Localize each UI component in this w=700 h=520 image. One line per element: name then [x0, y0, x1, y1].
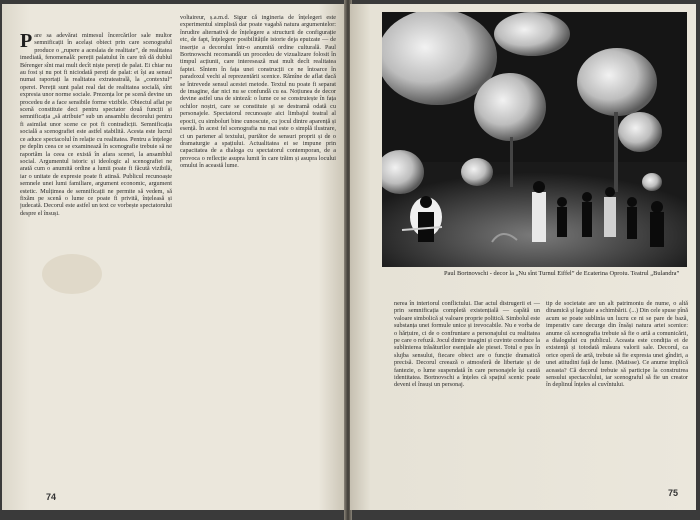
left-column-2-text: voltaireur, ș.a.m.d. Sigur că ingineria de înțelegeri este experimentul simplistă dar poate vagabă natura argumentelor: înrudire alternativă de înțelegere a structurii de configurație etc, de fapt, înțelegere posibilitățile istorie deja epuizate — de inserție a decorului într-o anumită ordine culturală. Paul Bortnowschi recomandă un procedeu de vizualizare folosit în timpul acțiunii, care interesează mai mult decît realitatea faptei. Sîntem în fața unei construcții ce ne întoarce în paradoxul vechi al reprezentării scenice. Rămîne de aflat dacă se întrevede sensul acestei metode. Textul nu poate fi separat de imagine, dar nici nu se confundă cu ea. Noțiunea de decor devine astfel una de sinteză: o lume ce se construiește în fața ochilor noștri, care se constituie și se destramă odată cu personajele. Spectatorul recunoaște aici limbajul teatral al epocii, cu simboluri bine cunoscute, cu jocul dintre aparență și esență. În acest fel scenografia nu mai este o simplă ilustrare, ci un partener al textului, purtător de sensuri proprii și de o dramaturgie a spațiului. Actualitatea ei se impune prin capacitatea de a dialoga cu spectatorul contemporan, de a provoca o reflecție asupra lumii în care trăim și asupra locului omului în această lume.: [180, 14, 336, 170]
stage-set-illustration: [382, 12, 687, 267]
left-column-1: [20, 32, 172, 458]
left-page-number: 74: [46, 492, 57, 502]
right-page-number: 75: [668, 488, 679, 498]
left-page: [2, 4, 346, 510]
left-column-1-text: are sa adevărat mimesul încercărilor sale multor semnificații în același obiect prin care scenograful produce o „rupere a aceslaia de realitate”, de realitatea imediată, fenomenală: pereții palatului în care tră dă dublul Bérenger sînt mai mult decît niște pereți de palat. Ei chiar nu au fost și nu pot fi niciodată pereți de palat: ei își au sensul numai raportați la realitatea extrateatrală, la „contextul” operei. Pereții sunt palat real dat de realitatea socială, sînt expresia unor norme sociale. Prezența lor pe scenă devine un procedeu de a face sensibile forme vizibile. Obiectul aflat pe scenă constituie deci pentru spectator două funcții și semnificația „să atribuie” sub un ansamblu decorului pentru fi asimilat unor scene ce pot fi contradicții. Semnificația socială a scenografiei este astfel stabilită. Acesta este lucrul ce aduce spectacolul în relație cu realitatea. Pentru a înțelege pe deplin ceea ce se examinează în scenografie trebuie să ne raportăm la ceea ce există în afara scenei, la ansamblul social. Argumentul istoric și ideologic al scenografiei ne arată cum o anumită ordine a lumii poate fi făcută vizibilă, iar o unitate de expresie poate fi atinsă. Publicul recunoaște semnele unei lumi familiare, argument economic, argument estetic. Mulțimea de semnificații ne permite să vedem, să fixăm pe scenă o lume ce poate fi privită, înțeleasă și judecată. Decorul este astfel un text ce vorbește spectatorului despre el însuși.: [20, 32, 172, 217]
right-page: [350, 4, 696, 510]
right-column-1: [394, 300, 540, 480]
right-column-2-text: tip de societate are un alt patrimoniu de nume, o altă dinamică și legitate a schimbării. (...) Din cele spuse pînă acum se poate sublinia un lucru ce ni se pare de bază, imperativ care decurge din însăși natura artei scenice: anume că scenografia trebuie să fie o artă a comunicării, a dialogului cu publicul. Aceasta este condiția ei de existență și totodată măsura valorii sale. Decorul, ca orice operă de artă, trebuie să fie expresia unei gîndiri, a unei atitudini față de lume. (Matisse). Ce anume implică aceasta? Că decorul trebuie să participe la construirea sensului spectacolului, iar scenograful să fie un creator în deplinul înțeles al cuvîntului.: [546, 300, 688, 389]
stage-photo: [382, 12, 687, 267]
photo-caption: Paul Bortnovschi - decor la „Nu sînt Turnul Eiffel” de Ecaterina Oproiu. Teatrul „Bulandra”: [444, 270, 680, 277]
right-column-1-text: nerea în interiorul conflictului. Dar actul distrugerii ei — prin semnificația completă existențială — capătă un valoare simbolică și valoare proprie politică. Simbolul este substanța unei formule unice și irevocabile. Nu e vorba de o hărțuire, ci de o confruntare a personajului cu realitatea pe care o refuză. Jocul dintre imagini și cuvinte conduce la sublinierea trăsăturilor esențiale ale piesei. Totul e pus în slujba sensului, fiecare obiect are o funcție dramatică precisă. Decorul creează o atmosferă de libertate și de fantezie, o lume suspendată în care personajele își caută identitatea. Bortnovschi a înțeles că spațiul scenic poate deveni el însuși un personaj.: [394, 300, 540, 389]
dropcap-letter: P: [20, 32, 33, 52]
right-column-2: [546, 300, 688, 472]
left-column-2: [180, 14, 336, 486]
